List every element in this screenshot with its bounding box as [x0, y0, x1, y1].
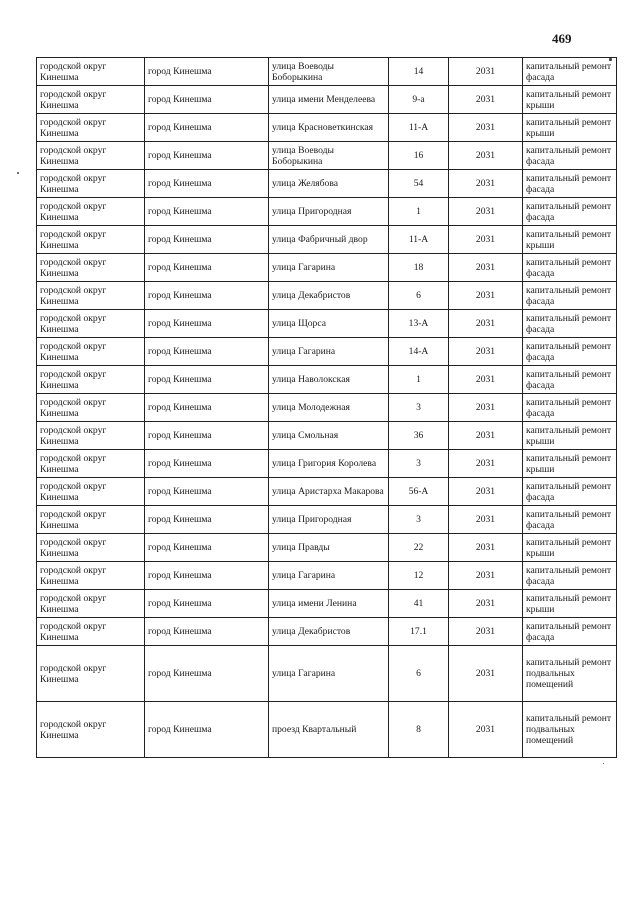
table-row: [37, 366, 617, 394]
work-type-cell: капитальный ремонт фасада: [523, 366, 617, 394]
city-cell: город Кинешма: [145, 478, 269, 506]
table-row: [37, 310, 617, 338]
year-cell: 2031: [449, 590, 523, 618]
work-type-cell: капитальный ремонт крыши: [523, 422, 617, 450]
table-row: [37, 58, 617, 86]
table-row: [37, 86, 617, 114]
year-cell: 2031: [449, 282, 523, 310]
work-type-cell: капитальный ремонт подвальных помещений: [523, 702, 617, 758]
street-cell: улица Фабричный двор: [269, 226, 389, 254]
year-cell: 2031: [449, 114, 523, 142]
city-cell: город Кинешма: [145, 394, 269, 422]
work-type-cell: капитальный ремонт фасада: [523, 142, 617, 170]
table-row: [37, 562, 617, 590]
district-cell: городской округ Кинешма: [37, 142, 145, 170]
year-cell: 2031: [449, 86, 523, 114]
street-cell: улица имени Менделеева: [269, 86, 389, 114]
district-cell: городской округ Кинешма: [37, 114, 145, 142]
city-cell: город Кинешма: [145, 282, 269, 310]
city-cell: город Кинешма: [145, 310, 269, 338]
year-cell: 2031: [449, 422, 523, 450]
table-row: [37, 618, 617, 646]
work-type-cell: капитальный ремонт крыши: [523, 590, 617, 618]
street-cell: улица Гагарина: [269, 254, 389, 282]
work-type-cell: капитальный ремонт фасада: [523, 394, 617, 422]
house-number-cell: 41: [389, 590, 449, 618]
street-cell: улица Щорса: [269, 310, 389, 338]
table-row: [37, 282, 617, 310]
work-type-cell: капитальный ремонт фасада: [523, 338, 617, 366]
district-cell: городской округ Кинешма: [37, 254, 145, 282]
city-cell: город Кинешма: [145, 366, 269, 394]
year-cell: 2031: [449, 366, 523, 394]
house-number-cell: 3: [389, 394, 449, 422]
street-cell: улица Декабристов: [269, 282, 389, 310]
year-cell: 2031: [449, 170, 523, 198]
city-cell: город Кинешма: [145, 562, 269, 590]
district-cell: городской округ Кинешма: [37, 590, 145, 618]
city-cell: город Кинешма: [145, 254, 269, 282]
district-cell: городской округ Кинешма: [37, 450, 145, 478]
street-cell: улица Наволокская: [269, 366, 389, 394]
district-cell: городской округ Кинешма: [37, 366, 145, 394]
scan-speck: [17, 172, 19, 174]
year-cell: 2031: [449, 618, 523, 646]
table-row: [37, 646, 617, 702]
city-cell: город Кинешма: [145, 58, 269, 86]
street-cell: улица Пригородная: [269, 506, 389, 534]
year-cell: 2031: [449, 702, 523, 758]
year-cell: 2031: [449, 198, 523, 226]
house-number-cell: 16: [389, 142, 449, 170]
district-cell: городской округ Кинешма: [37, 86, 145, 114]
district-cell: городской округ Кинешма: [37, 338, 145, 366]
street-cell: улица Правды: [269, 534, 389, 562]
table-row: [37, 478, 617, 506]
house-number-cell: 3: [389, 450, 449, 478]
house-number-cell: 6: [389, 282, 449, 310]
city-cell: город Кинешма: [145, 114, 269, 142]
street-cell: улица Декабристов: [269, 618, 389, 646]
year-cell: 2031: [449, 646, 523, 702]
work-type-cell: капитальный ремонт фасада: [523, 506, 617, 534]
work-type-cell: капитальный ремонт крыши: [523, 450, 617, 478]
scan-speck: [603, 763, 604, 764]
house-number-cell: 1: [389, 198, 449, 226]
table-body: [37, 58, 617, 758]
city-cell: город Кинешма: [145, 450, 269, 478]
house-number-cell: 54: [389, 170, 449, 198]
street-cell: проезд Квартальный: [269, 702, 389, 758]
district-cell: городской округ Кинешма: [37, 282, 145, 310]
house-number-cell: 14-А: [389, 338, 449, 366]
city-cell: город Кинешма: [145, 86, 269, 114]
district-cell: городской округ Кинешма: [37, 422, 145, 450]
street-cell: улица Григория Королева: [269, 450, 389, 478]
street-cell: улица Красноветкинская: [269, 114, 389, 142]
house-number-cell: 6: [389, 646, 449, 702]
table-row: [37, 226, 617, 254]
work-type-cell: капитальный ремонт фасада: [523, 282, 617, 310]
city-cell: город Кинешма: [145, 338, 269, 366]
year-cell: 2031: [449, 254, 523, 282]
work-type-cell: капитальный ремонт фасада: [523, 310, 617, 338]
table-row: [37, 394, 617, 422]
district-cell: городской округ Кинешма: [37, 534, 145, 562]
work-type-cell: капитальный ремонт фасада: [523, 58, 617, 86]
street-cell: улица Воеводы Боборыкина: [269, 142, 389, 170]
house-number-cell: 11-А: [389, 226, 449, 254]
work-type-cell: капитальный ремонт фасада: [523, 198, 617, 226]
house-number-cell: 8: [389, 702, 449, 758]
year-cell: 2031: [449, 226, 523, 254]
year-cell: 2031: [449, 506, 523, 534]
city-cell: город Кинешма: [145, 618, 269, 646]
table-row: [37, 422, 617, 450]
house-number-cell: 22: [389, 534, 449, 562]
house-number-cell: 18: [389, 254, 449, 282]
city-cell: город Кинешма: [145, 590, 269, 618]
work-type-cell: капитальный ремонт крыши: [523, 114, 617, 142]
street-cell: улица Смольная: [269, 422, 389, 450]
work-type-cell: капитальный ремонт фасада: [523, 170, 617, 198]
year-cell: 2031: [449, 338, 523, 366]
district-cell: городской округ Кинешма: [37, 506, 145, 534]
district-cell: городской округ Кинешма: [37, 394, 145, 422]
district-cell: городской округ Кинешма: [37, 478, 145, 506]
work-type-cell: капитальный ремонт фасада: [523, 478, 617, 506]
repair-schedule-table: [36, 57, 617, 758]
table-row: [37, 506, 617, 534]
table-row: [37, 702, 617, 758]
year-cell: 2031: [449, 310, 523, 338]
table-row: [37, 198, 617, 226]
table-row: [37, 590, 617, 618]
city-cell: город Кинешма: [145, 534, 269, 562]
table-row: [37, 534, 617, 562]
street-cell: улица Молодежная: [269, 394, 389, 422]
year-cell: 2031: [449, 562, 523, 590]
house-number-cell: 3: [389, 506, 449, 534]
district-cell: городской округ Кинешма: [37, 618, 145, 646]
house-number-cell: 12: [389, 562, 449, 590]
work-type-cell: капитальный ремонт подвальных помещений: [523, 646, 617, 702]
table-row: [37, 142, 617, 170]
house-number-cell: 11-А: [389, 114, 449, 142]
house-number-cell: 13-А: [389, 310, 449, 338]
street-cell: улица Аристарха Макарова: [269, 478, 389, 506]
street-cell: улица Гагарина: [269, 562, 389, 590]
table-row: [37, 170, 617, 198]
city-cell: город Кинешма: [145, 702, 269, 758]
district-cell: городской округ Кинешма: [37, 58, 145, 86]
city-cell: город Кинешма: [145, 422, 269, 450]
year-cell: 2031: [449, 142, 523, 170]
city-cell: город Кинешма: [145, 170, 269, 198]
house-number-cell: 56-А: [389, 478, 449, 506]
page-number: 469: [552, 31, 572, 46]
table-row: [37, 338, 617, 366]
work-type-cell: капитальный ремонт крыши: [523, 226, 617, 254]
table-row: [37, 450, 617, 478]
work-type-cell: капитальный ремонт крыши: [523, 534, 617, 562]
district-cell: городской округ Кинешма: [37, 226, 145, 254]
street-cell: улица имени Ленина: [269, 590, 389, 618]
street-cell: улица Гагарина: [269, 338, 389, 366]
city-cell: город Кинешма: [145, 198, 269, 226]
table-row: [37, 114, 617, 142]
year-cell: 2031: [449, 534, 523, 562]
street-cell: улица Пригородная: [269, 198, 389, 226]
year-cell: 2031: [449, 58, 523, 86]
city-cell: город Кинешма: [145, 226, 269, 254]
district-cell: городской округ Кинешма: [37, 646, 145, 702]
house-number-cell: 1: [389, 366, 449, 394]
work-type-cell: капитальный ремонт фасада: [523, 254, 617, 282]
street-cell: улица Гагарина: [269, 646, 389, 702]
city-cell: город Кинешма: [145, 646, 269, 702]
street-cell: улица Желябова: [269, 170, 389, 198]
district-cell: городской округ Кинешма: [37, 310, 145, 338]
year-cell: 2031: [449, 450, 523, 478]
street-cell: улица Воеводы Боборыкина: [269, 58, 389, 86]
year-cell: 2031: [449, 478, 523, 506]
house-number-cell: 36: [389, 422, 449, 450]
district-cell: городской округ Кинешма: [37, 702, 145, 758]
district-cell: городской округ Кинешма: [37, 170, 145, 198]
district-cell: городской округ Кинешма: [37, 198, 145, 226]
house-number-cell: 14: [389, 58, 449, 86]
work-type-cell: капитальный ремонт фасада: [523, 562, 617, 590]
district-cell: городской округ Кинешма: [37, 562, 145, 590]
city-cell: город Кинешма: [145, 142, 269, 170]
table-row: [37, 254, 617, 282]
year-cell: 2031: [449, 394, 523, 422]
work-type-cell: капитальный ремонт фасада: [523, 618, 617, 646]
city-cell: город Кинешма: [145, 506, 269, 534]
house-number-cell: 9-а: [389, 86, 449, 114]
work-type-cell: капитальный ремонт крыши: [523, 86, 617, 114]
house-number-cell: 17.1: [389, 618, 449, 646]
scan-speck: [609, 58, 612, 61]
